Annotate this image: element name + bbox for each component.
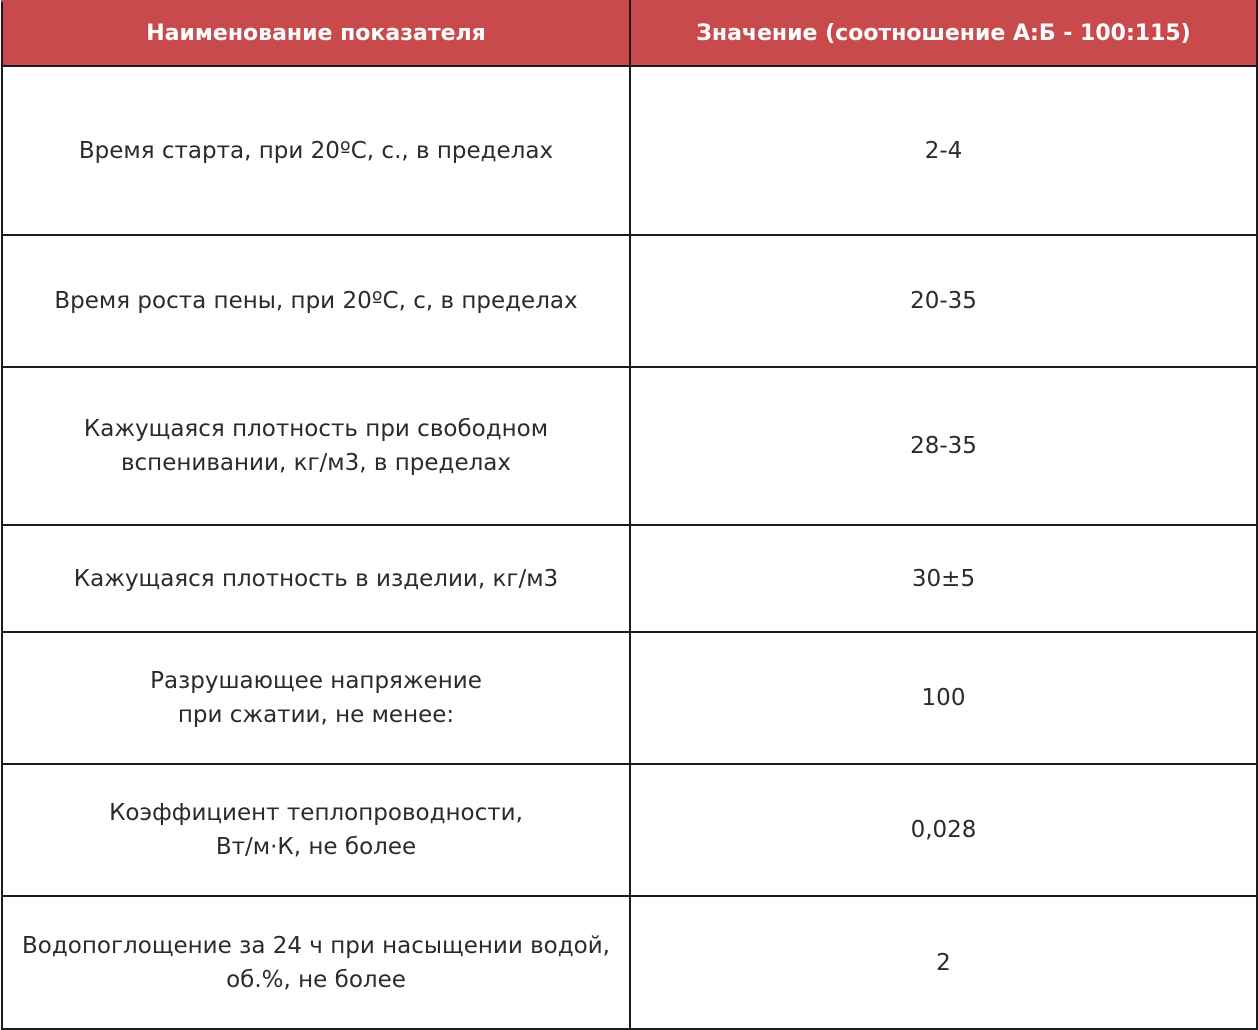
row-value-cell: 30±5 [630,525,1257,632]
table-row [2,235,1257,367]
row-name-cell: Разрушающее напряжение при сжатии, не менее: [2,632,630,764]
row-name-cell: Время роста пены, при 20ºС, с, в пределах [2,235,630,367]
table-row [2,367,1257,525]
row-name-cell: Кажущаяся плотность в изделии, кг/м3 [2,525,630,632]
table-row [2,896,1257,1029]
table-row [2,66,1257,235]
row-name-cell: Кажущаяся плотность при свободном вспенивании, кг/м3, в пределах [2,367,630,525]
table-row [2,764,1257,896]
row-name-cell: Коэффициент теплопроводности, Вт/м·К, не более [2,764,630,896]
row-value-cell: 28-35 [630,367,1257,525]
column-header-value: Значение (соотношение А:Б - 100:115) [630,1,1257,66]
specifications-table [1,0,1258,1030]
row-value-cell: 20-35 [630,235,1257,367]
row-value-cell: 100 [630,632,1257,764]
row-value-cell: 0,028 [630,764,1257,896]
table-row [2,632,1257,764]
table-row [2,525,1257,632]
row-name-cell: Водопоглощение за 24 ч при насыщении водой, об.%, не более [2,896,630,1029]
row-value-cell: 2 [630,896,1257,1029]
column-header-name: Наименование показателя [2,1,630,66]
table-header-row [2,1,1257,66]
row-name-cell: Время старта, при 20ºС, с., в пределах [2,66,630,235]
row-value-cell: 2-4 [630,66,1257,235]
